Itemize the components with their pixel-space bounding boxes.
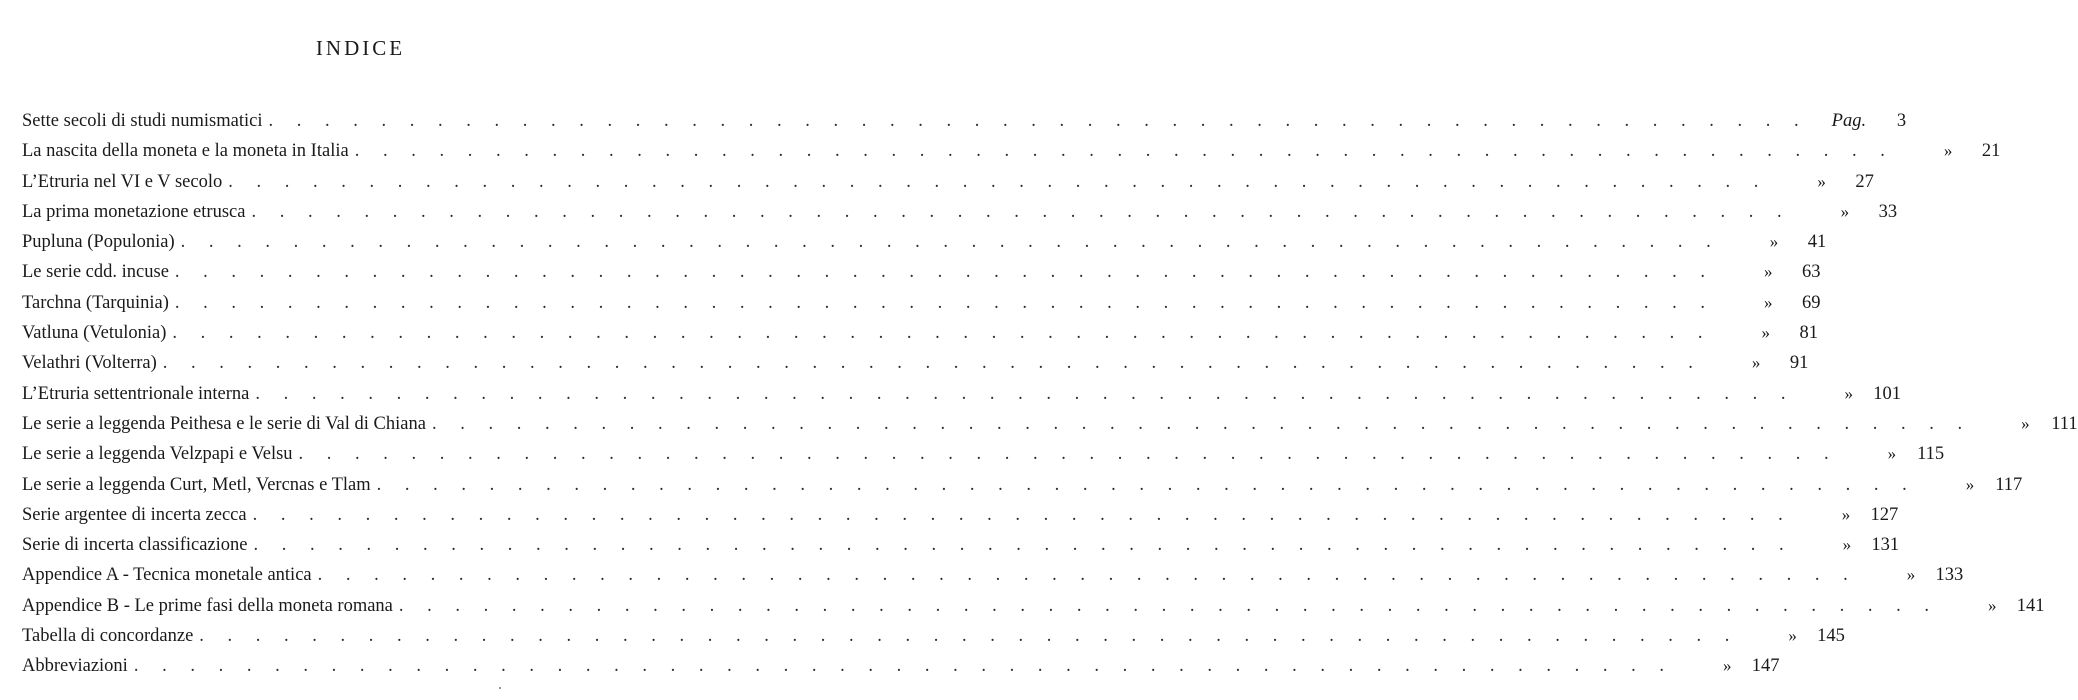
toc-entry-title: Le serie a leggenda Velzpapi e Velsu <box>22 444 297 465</box>
dot-leader: . . . . . . . . . . . . . . . . . . . . . . . . . . . . . . . . . . . . . . . . . . . . . . . . . . . . . . . <box>252 504 1793 525</box>
ditto-mark: » <box>1769 232 1779 252</box>
dot-leader: . . . . . . . . . . . . . . . . . . . . . . . . . . . . . . . . . . . . . . . . . . . . . . . . . . . . . . . <box>251 201 1792 222</box>
toc-entry <box>22 565 1964 595</box>
toc-entry <box>22 323 1818 353</box>
toc-entry-page: 81 <box>1799 323 1818 344</box>
toc-entry <box>22 656 1780 686</box>
toc-entry-page: 141 <box>2016 595 2045 616</box>
toc-entry-page: 69 <box>1802 292 1821 313</box>
toc-entry-page: 131 <box>1871 535 1900 556</box>
toc-entry-page: 145 <box>1817 626 1845 647</box>
ditto-mark: » <box>1788 626 1797 646</box>
toc-entry <box>22 504 1899 535</box>
toc-entry-page: 3 <box>1896 111 1907 131</box>
ditto-mark: » <box>1887 444 1897 464</box>
toc-entry <box>22 626 1845 656</box>
ditto-mark: » <box>1842 535 1852 555</box>
toc-entry-title: Appendice B - Le prime fasi della moneta romana <box>22 596 397 617</box>
toc-entry-title: Velathri (Volterra) <box>22 353 161 374</box>
ditto-mark: » <box>1761 323 1770 343</box>
ditto-mark: » <box>1722 656 1732 676</box>
toc-entry <box>22 141 2001 171</box>
ditto-mark: » <box>1988 595 1997 615</box>
dot-leader: . . . . . . . . . . . . . . . . . . . . . . . . . . . . . . . . . . . . . . . . . . . . . . . . . . . . . . . <box>174 292 1715 313</box>
toc-entry-title: Appendice A - Tecnica monetale antica <box>22 565 316 586</box>
toc-entry-title: Tabella di concordanze <box>22 626 197 647</box>
toc-entry <box>22 444 1945 474</box>
dot-leader: . . . . . . . . . . . . . . . . . . . . . . . . . . . . . . . . . . . . . . . . . . . . . . . . . . . . . . . <box>228 171 1768 192</box>
toc-entry-title: Vatluna (Vetulonia) <box>22 323 170 344</box>
scan-speck <box>499 687 501 689</box>
dot-leader: . . . . . . . . . . . . . . . . . . . . . . . . . . . . . . . . . . . . . . . . . . . . . . . . . . . . . . . <box>133 656 1674 677</box>
toc-entry-title: Serie argentee di incerta zecca <box>22 505 251 526</box>
ditto-mark: » <box>1764 292 1773 312</box>
ditto-mark: » <box>1817 171 1826 191</box>
dot-leader: . . . . . . . . . . . . . . . . . . . . . . . . . . . . . . . . . . . . . . . . . . . . . . . . . . . . . . . <box>268 111 1809 131</box>
toc-entry-page: 21 <box>1981 141 2001 162</box>
toc-entry <box>22 474 2023 505</box>
page-title: INDICE <box>315 36 406 60</box>
ditto-mark: » <box>1841 504 1851 524</box>
toc-entry-title: Pupluna (Populonia) <box>22 232 179 253</box>
toc-entry <box>22 262 1821 292</box>
toc-entry <box>22 595 2045 626</box>
toc-entry-title: Serie di incerta classificazione <box>22 535 252 556</box>
dot-leader: . . . . . . . . . . . . . . . . . . . . . . . . . . . . . . . . . . . . . . . . . . . . . . . . . . . . . . . <box>431 413 1972 434</box>
toc-entry-page: 133 <box>1935 565 1964 586</box>
toc-entry-title: Sette secoli di studi numismatici <box>22 111 266 132</box>
dot-leader: . . . . . . . . . . . . . . . . . . . . . . . . . . . . . . . . . . . . . . . . . . . . . . . . . . . . . . . <box>354 141 1895 162</box>
toc-entry-page: 63 <box>1802 262 1821 283</box>
toc-entry-title: Le serie a leggenda Curt, Metl, Vercnas e Tlam <box>22 475 375 496</box>
toc-entry-page: 115 <box>1917 444 1945 465</box>
toc-entry <box>22 111 1907 141</box>
toc-entry-title: La nascita della moneta e la moneta in Italia <box>22 141 353 162</box>
toc-entry-page: 101 <box>1873 383 1902 404</box>
dot-leader: . . . . . . . . . . . . . . . . . . . . . . . . . . . . . . . . . . . . . . . . . . . . . . . . . . . . . . . <box>376 474 1917 495</box>
dot-leader: . . . . . . . . . . . . . . . . . . . . . . . . . . . . . . . . . . . . . . . . . . . . . . . . . . . . . . . <box>398 595 1939 616</box>
dot-leader: . . . . . . . . . . . . . . . . . . . . . . . . . . . . . . . . . . . . . . . . . . . . . . . . . . . . . . . <box>162 353 1703 374</box>
dot-leader: . . . . . . . . . . . . . . . . . . . . . . . . . . . . . . . . . . . . . . . . . . . . . . . . . . . . . . . <box>255 383 1796 404</box>
toc-entry-title: Le serie a leggenda Peithesa e le serie di Val di Chiana <box>22 414 430 435</box>
toc-entry-title: Tarchna (Tarquinia) <box>22 293 173 314</box>
toc-entry-title: La prima monetazione etrusca <box>22 202 249 223</box>
toc-entry <box>22 201 1898 232</box>
toc-entry-page: 41 <box>1807 232 1827 253</box>
toc-entry <box>22 171 1874 202</box>
toc-entry <box>22 292 1821 323</box>
ditto-mark: » <box>1751 353 1761 373</box>
dot-leader: . . . . . . . . . . . . . . . . . . . . . . . . . . . . . . . . . . . . . . . . . . . . . . . . . . . . . . . <box>199 626 1739 647</box>
toc-entry-page: 127 <box>1870 504 1899 525</box>
toc-entry <box>22 232 1827 262</box>
ditto-mark: » <box>1840 201 1850 221</box>
toc-entry <box>22 535 1900 565</box>
toc-entry-page: 111 <box>2051 413 2078 434</box>
ditto-mark: » <box>1943 141 1953 161</box>
dot-leader: . . . . . . . . . . . . . . . . . . . . . . . . . . . . . . . . . . . . . . . . . . . . . . . . . . . . . . . <box>317 565 1858 586</box>
dot-leader: . . . . . . . . . . . . . . . . . . . . . . . . . . . . . . . . . . . . . . . . . . . . . . . . . . . . . . . <box>172 323 1712 344</box>
toc-entry-title: L’Etruria settentrionale interna <box>22 384 253 405</box>
toc-entry-page: 117 <box>1995 474 2023 495</box>
toc-entry-title: Le serie cdd. incuse <box>22 262 173 283</box>
ditto-mark: » <box>1906 565 1916 585</box>
toc-entry-page: 91 <box>1789 353 1809 374</box>
toc-entry <box>22 353 1809 383</box>
page-prefix: Pag. <box>1831 111 1867 131</box>
toc-entry-page: 147 <box>1751 656 1780 677</box>
ditto-mark: » <box>1764 262 1773 282</box>
toc-entry-title: L’Etruria nel VI e V secolo <box>22 172 226 193</box>
dot-leader: . . . . . . . . . . . . . . . . . . . . . . . . . . . . . . . . . . . . . . . . . . . . . . . . . . . . . . . <box>253 535 1794 556</box>
dot-leader: . . . . . . . . . . . . . . . . . . . . . . . . . . . . . . . . . . . . . . . . . . . . . . . . . . . . . . . <box>298 444 1839 465</box>
ditto-mark: » <box>2021 413 2030 433</box>
ditto-mark: » <box>1844 383 1854 403</box>
dot-leader: . . . . . . . . . . . . . . . . . . . . . . . . . . . . . . . . . . . . . . . . . . . . . . . . . . . . . . . <box>180 232 1721 253</box>
table-of-contents <box>22 111 2078 687</box>
dot-leader: . . . . . . . . . . . . . . . . . . . . . . . . . . . . . . . . . . . . . . . . . . . . . . . . . . . . . . . <box>174 262 1715 283</box>
toc-entry-title: Abbreviazioni <box>22 656 132 677</box>
ditto-mark: » <box>1965 474 1975 494</box>
toc-entry-page: 33 <box>1878 201 1898 222</box>
toc-entry-page: 27 <box>1855 171 1874 192</box>
toc-entry <box>22 383 1902 414</box>
toc-entry <box>22 413 2078 444</box>
